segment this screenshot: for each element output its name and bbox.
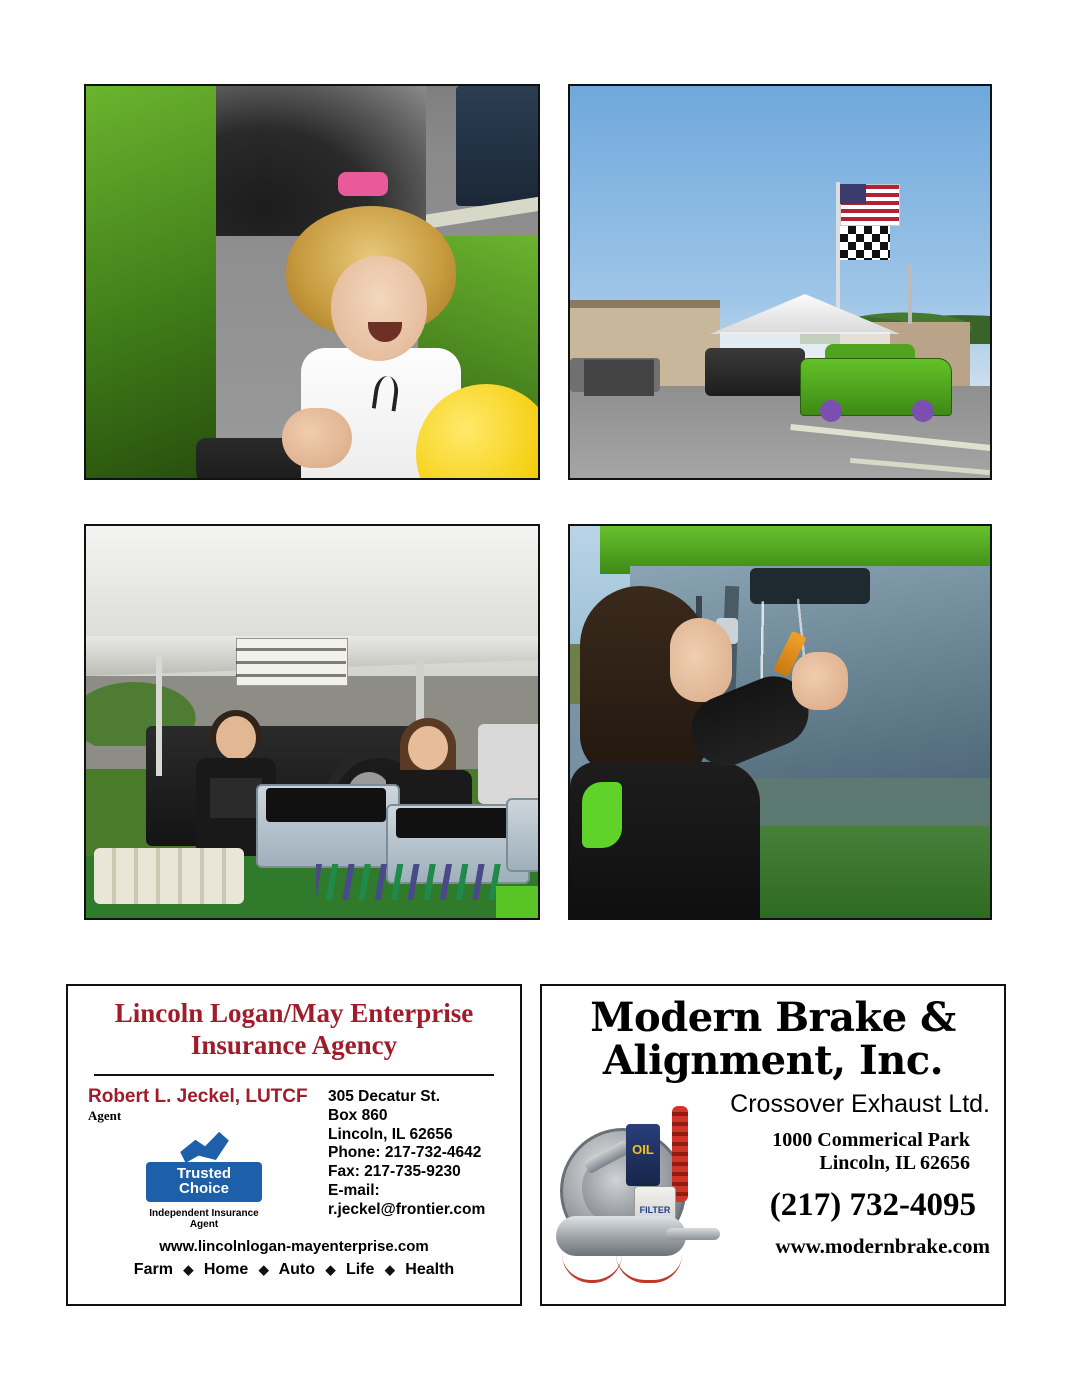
coverage-life: Life <box>345 1261 375 1279</box>
diamond-icon: ◆ <box>384 1262 395 1278</box>
ad-lincoln-logan-may-enterprise-insurance[interactable] <box>66 984 522 1306</box>
dark-derby-car <box>705 348 805 396</box>
address-line: 305 Decatur St. <box>328 1087 440 1105</box>
oil-bottle-icon <box>626 1124 660 1186</box>
brake-subtitle: Crossover Exhaust Ltd. <box>730 1090 990 1119</box>
phone-line: Phone: 217-732-4642 <box>328 1144 482 1162</box>
agent-role: Agent <box>88 1107 122 1123</box>
pink-strap <box>338 172 388 196</box>
photo-lot-artwork <box>570 86 990 478</box>
agent-name: Robert L. Jeckel, LUTCF <box>88 1085 308 1107</box>
insurance-agent-block <box>80 1086 328 1231</box>
divider <box>94 1074 494 1076</box>
price-sign-text <box>236 638 346 684</box>
diamond-icon: ◆ <box>325 1262 336 1278</box>
child-face <box>331 256 427 361</box>
brake-title-line-2: Alignment, Inc. <box>602 1037 944 1085</box>
plug-wire-icon <box>616 1254 682 1283</box>
photo-event-lot-with-tent-and-demo-cars <box>568 84 992 480</box>
insurance-contact-block <box>328 1086 508 1231</box>
badge-line-1: Trusted <box>176 1164 232 1182</box>
photo-child-in-camp-chair <box>84 84 540 480</box>
photo-signing-the-car <box>568 524 992 920</box>
coverage-auto: Auto <box>278 1261 316 1279</box>
address-line: Box 860 <box>328 1106 388 1124</box>
badge-line-2: Choice <box>178 1180 229 1198</box>
coverage-farm: Farm <box>133 1261 173 1279</box>
insurance-title-line-1: Lincoln Logan/May Enterprise <box>114 998 474 1028</box>
auto-parts-illustration <box>556 1104 726 1279</box>
insurance-title-line-2: Insurance Agency <box>190 1029 398 1060</box>
volunteer-head <box>216 716 256 760</box>
badge-subtitle: Independent Insurance Agent <box>149 1208 259 1231</box>
shirt-logo <box>582 782 622 848</box>
email-label: E-mail: <box>328 1182 380 1200</box>
checkered-flag-icon <box>840 226 890 260</box>
insurance-website[interactable]: www.lincolnlogan-mayenterprise.com <box>159 1238 429 1256</box>
shirt-graphic <box>210 778 262 818</box>
exhaust-pipe-icon <box>666 1228 720 1240</box>
background-truck <box>478 724 540 804</box>
light-pole <box>908 264 912 324</box>
photo-merchandise-booth <box>84 524 540 920</box>
volunteer-head <box>408 726 448 770</box>
coverage-home: Home <box>203 1261 249 1279</box>
photo-child-artwork <box>86 86 538 478</box>
fax-line: Fax: 217-735-9230 <box>328 1163 461 1181</box>
diamond-icon: ◆ <box>258 1262 269 1278</box>
oil-bottle-label: OIL <box>632 1142 654 1157</box>
brake-phone[interactable]: (217) 732-4095 <box>769 1187 976 1224</box>
folded-shirts <box>396 808 516 838</box>
car-wheel <box>912 400 934 422</box>
insurance-ad-title <box>82 998 506 1062</box>
eagle-icon <box>177 1130 231 1166</box>
coverage-health: Health <box>405 1261 455 1279</box>
photo-signing-artwork <box>570 526 990 918</box>
people-group <box>584 344 654 396</box>
person-face <box>670 618 732 702</box>
email-address[interactable]: r.jeckel@frontier.com <box>328 1201 486 1219</box>
brake-website[interactable]: www.modernbrake.com <box>775 1234 990 1259</box>
flag-canton <box>840 184 866 204</box>
folded-shirts <box>266 788 386 822</box>
car-number-label <box>538 894 540 914</box>
plug-wire-icon <box>562 1254 622 1283</box>
brake-address-line-1: 1000 Commerical Park <box>772 1129 970 1152</box>
brake-ad-title <box>550 994 996 1085</box>
photo-booth-artwork <box>86 526 538 918</box>
car-wheel <box>820 400 842 422</box>
marker-pens <box>316 864 506 900</box>
storage-bin <box>506 798 540 872</box>
trusted-choice-badge <box>146 1130 262 1231</box>
oil-filter-label: FILTER <box>639 1205 671 1215</box>
cupcake-tray <box>94 848 244 904</box>
chair-left-arm <box>86 86 216 478</box>
green-car-panel <box>496 886 540 918</box>
diamond-icon: ◆ <box>183 1262 194 1278</box>
person-hand <box>792 652 848 710</box>
brake-title-line-1: Modern Brake & <box>590 994 956 1041</box>
insurance-ad-body <box>68 1086 520 1231</box>
insurance-coverage-lines <box>68 1261 520 1279</box>
ad-modern-brake-and-alignment[interactable] <box>540 984 1006 1306</box>
child-arm <box>282 408 352 468</box>
brake-address-line-2: Lincoln, IL 62656 <box>819 1152 970 1175</box>
canopy-pole <box>156 656 162 776</box>
background-legs <box>456 86 540 206</box>
trusted-choice-logo <box>146 1162 262 1203</box>
address-line: Lincoln, IL 62656 <box>328 1125 453 1143</box>
